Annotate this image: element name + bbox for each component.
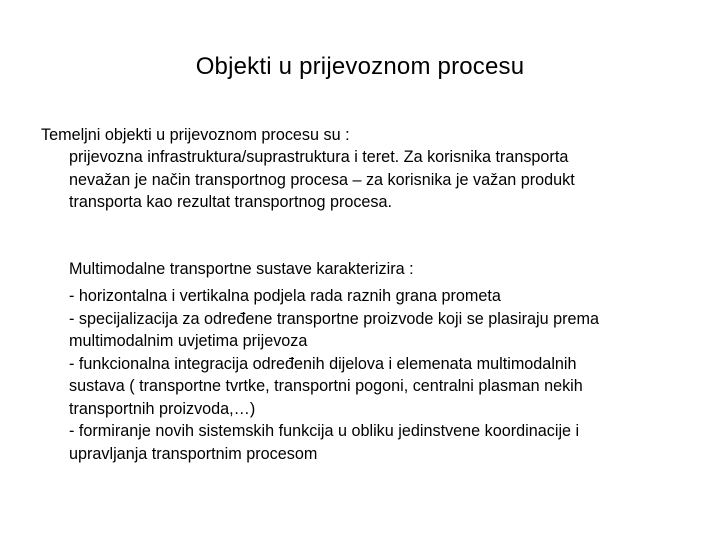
paragraph-line: nevažan je način transportnog procesa – za korisnika je važan produkt (69, 170, 575, 189)
list-item-line: - specijalizacija za određene transportne proizvode koji se plasiraju prema (69, 309, 599, 328)
characteristics-list (69, 285, 599, 465)
intro-text: Temeljni objekti u prijevoznom procesu su : (41, 126, 350, 144)
list-item-line: - formiranje novih sistemskih funkcija u obliku jedinstvene koordinacije i (69, 422, 580, 440)
list-item-line: transportnih proizvoda,…) (69, 399, 256, 418)
list-item-line: - funkcionalna integracija određenih dijelova i elemenata multimodalnih (69, 354, 577, 373)
paragraph-line: transporta kao rezultat transportnog procesa. (69, 193, 393, 211)
multimodal-heading: Multimodalne transportne sustave karakterizira : (69, 260, 414, 278)
slide-title: Objekti u prijevoznom procesu (195, 53, 525, 80)
transport-objects-paragraph (69, 146, 575, 214)
list-item-line: - horizontalna i vertikalna podjela rada raznih grana prometa (69, 287, 501, 305)
list-item-line: upravljanja transportnim procesom (69, 444, 318, 463)
paragraph-line: prijevozna infrastruktura/suprastruktura i teret. Za korisnika transporta (69, 148, 569, 166)
list-item-line: multimodalnim uvjetima prijevoza (69, 332, 308, 350)
list-item-line: sustava ( transportne tvrtke, transportni pogoni, centralni plasman nekih (69, 377, 583, 395)
